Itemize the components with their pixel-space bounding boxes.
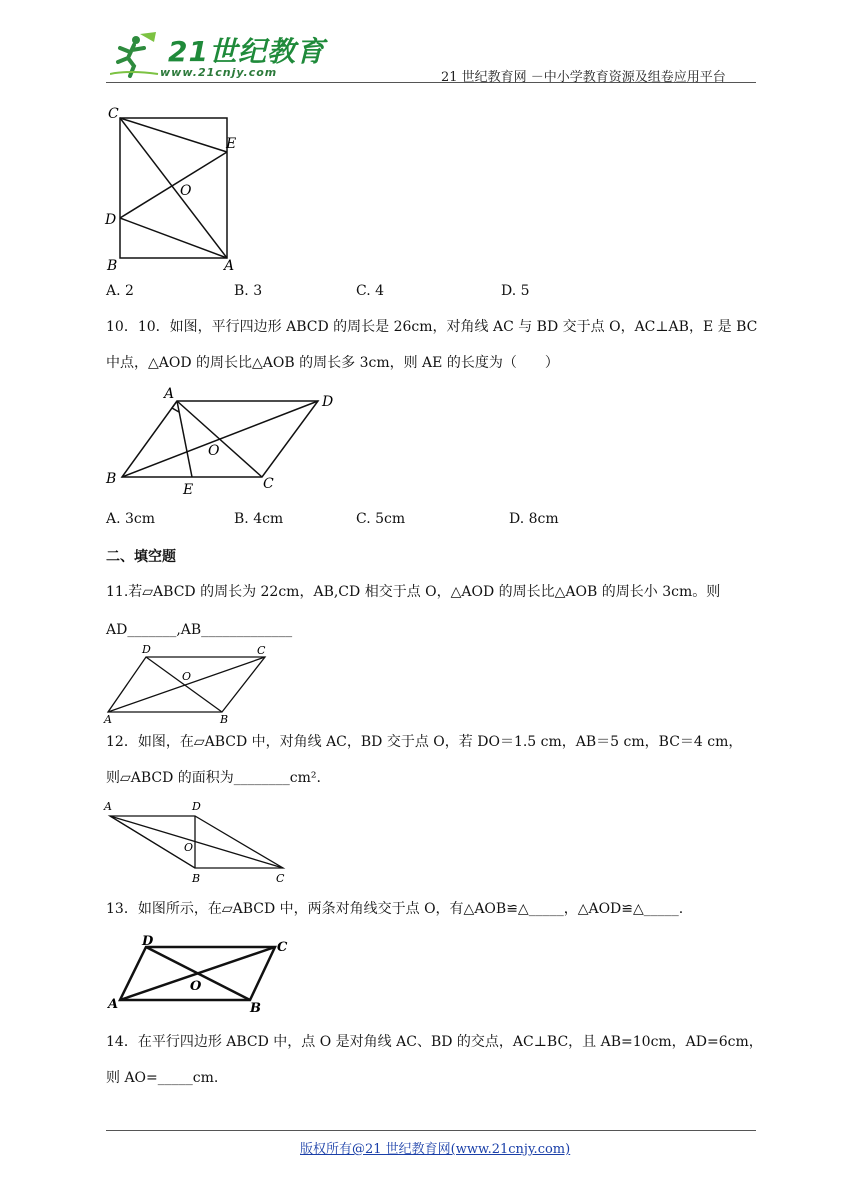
- section-title-fill-blank: 二、填空题: [106, 549, 176, 565]
- q9-line-de: [120, 152, 227, 218]
- logo-runner-icon: [110, 30, 160, 80]
- q11-label-c: C: [257, 644, 266, 657]
- q12-label-b: B: [192, 872, 201, 884]
- q9-line-ca: [120, 118, 227, 258]
- q12-label-d: D: [192, 800, 201, 813]
- footer-divider: [106, 1130, 756, 1131]
- q9-label-a: A: [224, 258, 235, 274]
- q12-line-ac: [110, 816, 283, 868]
- q11-label-d: D: [142, 643, 151, 656]
- q12-label-c: C: [276, 872, 285, 884]
- q13-text-line1: 13．如图所示，在▱ABCD 中，两条对角线交于点 O，有△AOB≌△_____，△AOD≌△_____.: [106, 901, 684, 917]
- q9-option-c: C. 4: [356, 283, 385, 299]
- q9-label-d: D: [105, 212, 117, 228]
- q9-label-c: C: [108, 106, 119, 122]
- q13-label-b: B: [250, 1001, 261, 1014]
- q13-label-c: C: [277, 940, 288, 955]
- q9-label-o: O: [180, 183, 192, 199]
- q12-text-line2: 则▱ABCD 的面积为________cm².: [106, 770, 321, 786]
- q9-option-b: B. 3: [234, 283, 263, 299]
- q9-option-d: D. 5: [501, 283, 530, 299]
- q9-line-ce: [120, 118, 227, 152]
- q10-option-a: A. 3cm: [106, 511, 156, 527]
- q9-label-e: E: [226, 136, 237, 152]
- q11-label-a: A: [104, 713, 112, 726]
- q10-label-a: A: [164, 386, 175, 402]
- header-site-text: 21 世纪教育网 －中小学教育资源及组卷应用平台: [441, 70, 726, 85]
- q10-text-line2: 中点，△AOD 的周长比△AOB 的周长多 3cm，则 AE 的长度为（ ）: [106, 355, 559, 371]
- q13-label-a: A: [108, 997, 119, 1012]
- footer-copyright-link[interactable]: 版权所有@21 世纪教育网(www.21cnjy.com): [300, 1142, 571, 1157]
- q12-label-a: A: [104, 800, 112, 813]
- q10-figure: [100, 385, 345, 500]
- q10-label-o: O: [208, 443, 220, 459]
- q10-option-b: B. 4cm: [234, 511, 284, 527]
- q10-text-line1: 10．10．如图，平行四边形 ABCD 的周长是 26cm，对角线 AC 与 BD 交于点 O，AC⊥AB，E 是 BC: [106, 319, 758, 335]
- q10-label-b: B: [106, 471, 117, 487]
- q10-option-d: D. 8cm: [509, 511, 559, 527]
- q10-label-e: E: [183, 482, 194, 498]
- q14-text-line2: 则 AO=_____cm.: [106, 1070, 219, 1086]
- q9-label-b: B: [107, 258, 118, 274]
- q10-label-c: C: [263, 476, 274, 492]
- q11-line-ac: [108, 657, 265, 712]
- q10-label-d: D: [322, 394, 334, 410]
- q12-line-ab: [110, 816, 195, 868]
- q11-text-line1: 11.若▱ABCD 的周长为 22cm，AB,CD 相交于点 O，△AOD 的周长比△AOB 的周长小 3cm。则: [106, 584, 721, 600]
- q12-text-line1: 12．如图，在▱ABCD 中，对角线 AC，BD 交于点 O，若 DO＝1.5 cm，AB＝5 cm，BC＝4 cm，: [106, 734, 743, 750]
- q11-label-b: B: [220, 713, 229, 726]
- q9-figure: [100, 100, 250, 275]
- q12-figure: [100, 800, 295, 884]
- logo-url: www.21cnjy.com: [160, 66, 278, 79]
- q9-option-a: A. 2: [106, 283, 134, 299]
- logo-title: 21世纪教育: [168, 35, 325, 68]
- q11-figure: [100, 642, 280, 726]
- q10-option-c: C. 5cm: [356, 511, 406, 527]
- q14-text-line1: 14．在平行四边形 ABCD 中，点 O 是对角线 AC、BD 的交点，AC⊥BC，且 AB=10cm，AD=6cm，: [106, 1034, 763, 1050]
- q11-text-line2: AD_______,AB_____________: [106, 622, 293, 638]
- q11-line-bd: [146, 657, 222, 712]
- q11-label-o: O: [182, 670, 192, 683]
- q13-figure: [100, 932, 295, 1014]
- q13-label-o: O: [190, 979, 202, 994]
- q13-label-d: D: [142, 934, 154, 949]
- q12-label-o: O: [184, 841, 194, 854]
- header-divider: [106, 82, 756, 83]
